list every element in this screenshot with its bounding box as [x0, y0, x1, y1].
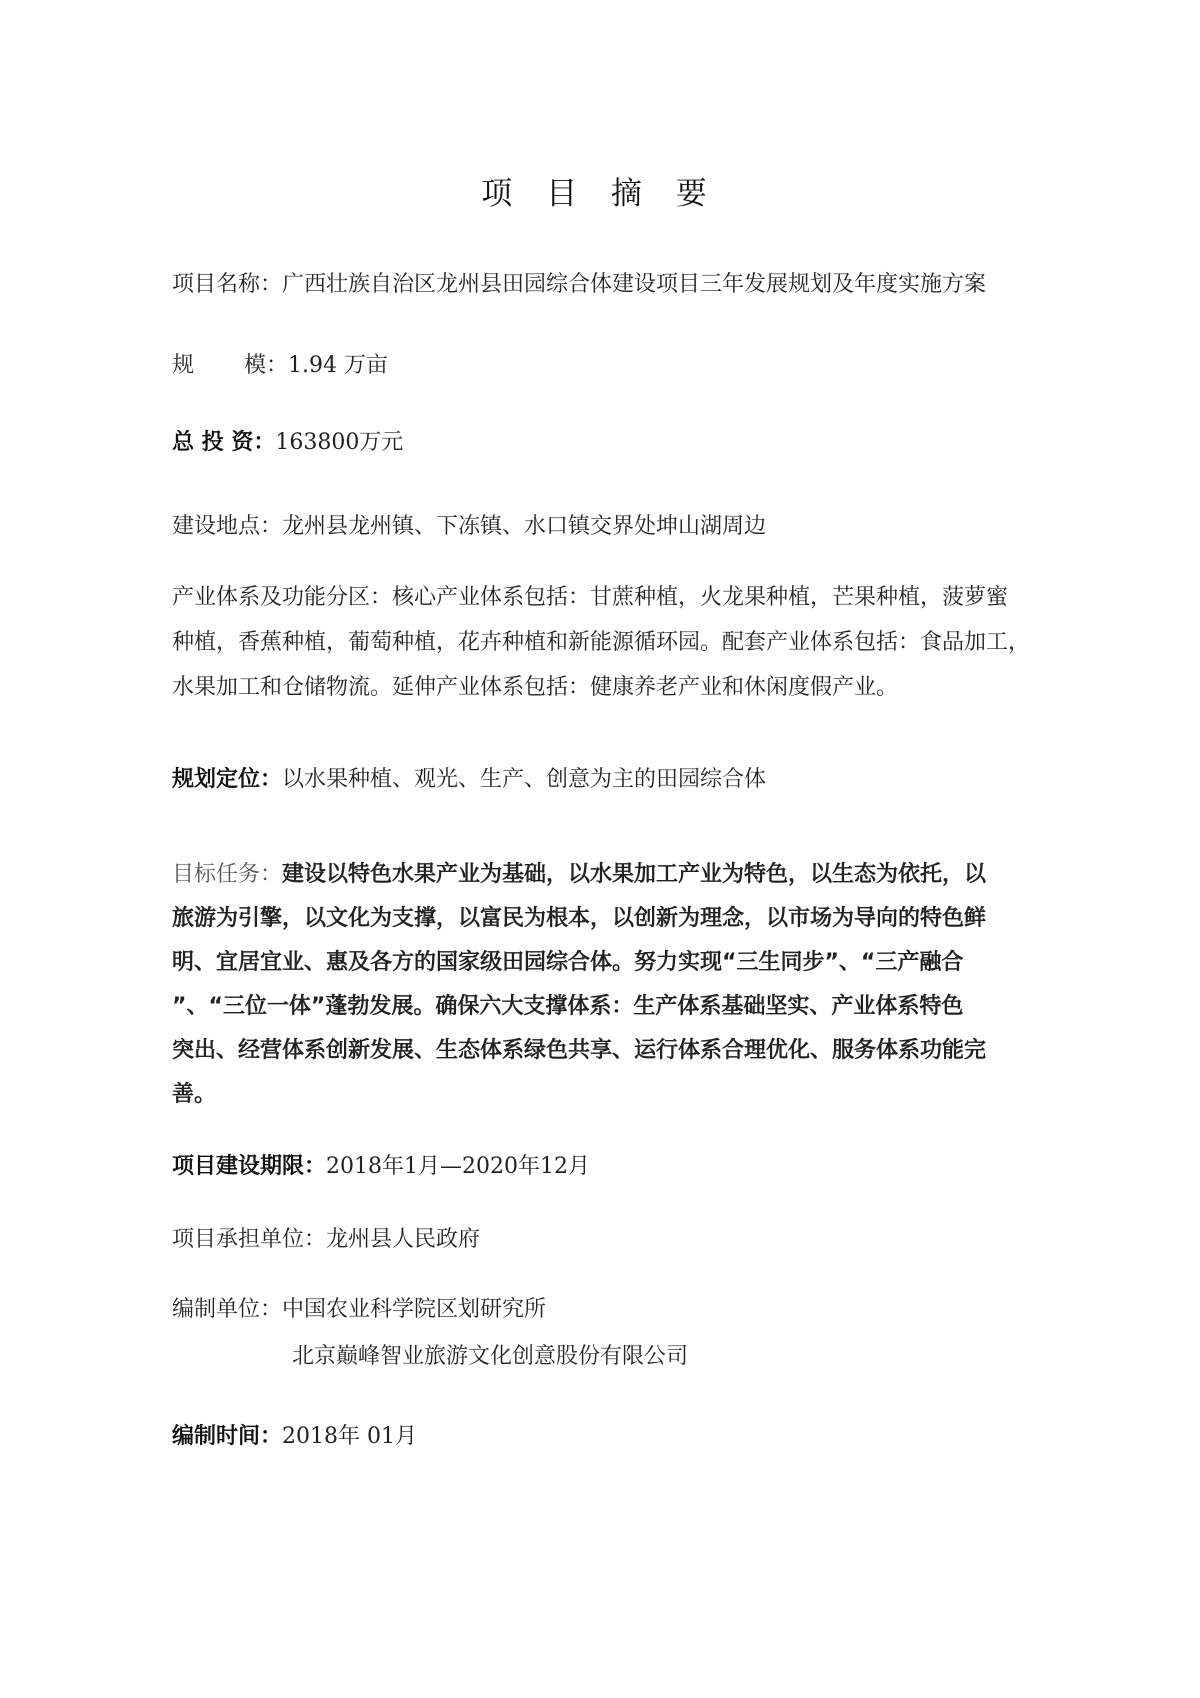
goal-line: 明、宜居宜业、惠及各方的国家级田园综合体。努力实现“三生同步”、“三产融合 — [172, 950, 964, 975]
goal-line: 突出、经营体系创新发展、生态体系绿色共享、运行体系合理优化、服务体系功能完 — [172, 1038, 987, 1063]
project-name-label: 项目名称： — [172, 272, 283, 297]
scale-line — [172, 351, 388, 381]
goal-line — [172, 853, 1092, 897]
undertaker-label: 项目承担单位： — [172, 1227, 327, 1252]
investment-value: 163800万元 — [275, 430, 404, 455]
scale-label-a: 规 — [172, 353, 195, 378]
period-line — [172, 1152, 590, 1182]
compile-time-label: 编制时间： — [172, 1424, 283, 1449]
scale-label-b: 模： — [244, 353, 289, 378]
positioning-value: 以水果种植、观光、生产、创意为主的田园综合体 — [282, 767, 767, 792]
location-value: 龙州县龙州镇、下冻镇、水口镇交界处坤山湖周边 — [282, 514, 767, 539]
undertaker-line — [172, 1225, 480, 1255]
industry-line: 水果加工和仓储物流。延伸产业体系包括：健康养老产业和休闲度假产业。 — [172, 675, 899, 700]
compile-time-value: 2018年 01月 — [282, 1424, 417, 1449]
industry-line: 产业体系及功能分区：核心产业体系包括：甘蔗种植，火龙果种植，芒果种植，菠萝蜜 — [172, 585, 1009, 610]
compile-time-line — [172, 1422, 417, 1452]
goal-line: 旅游为引擎，以文化为支撑，以富民为根本，以创新为理念，以市场为导向的特色鲜 — [172, 906, 987, 931]
location-line — [172, 512, 766, 542]
page-title: 项 目 摘 要 — [481, 176, 719, 212]
compiler-line — [172, 1295, 546, 1325]
period-value: 2018年1月—2020年12月 — [326, 1154, 590, 1179]
compiler-label: 编制单位： — [172, 1297, 283, 1322]
investment-label: 总 投 资： — [172, 430, 276, 455]
goal-paragraph — [172, 853, 1092, 1117]
compiler-value-2: 北京巅峰智业旅游文化创意股份有限公司 — [292, 1344, 689, 1369]
compiler-line-2 — [292, 1342, 688, 1372]
goal-text: 建设以特色水果产业为基础，以水果加工产业为特色，以生态为依托，以 — [282, 862, 987, 887]
location-label: 建设地点： — [172, 514, 283, 539]
positioning-line — [172, 765, 766, 795]
goal-line: 善。 — [172, 1082, 217, 1107]
project-name-line — [172, 270, 986, 300]
period-label: 项目建设期限： — [172, 1154, 327, 1179]
industry-line: 种植，香蕉种植，葡萄种植，花卉种植和新能源循环园。配套产业体系包括：食品加工， — [172, 630, 1031, 655]
industry-paragraph — [172, 575, 1092, 710]
project-name-value: 广西壮族自治区龙州县田园综合体建设项目三年发展规划及年度实施方案 — [282, 272, 987, 297]
undertaker-value: 龙州县人民政府 — [326, 1227, 481, 1252]
positioning-label: 规划定位： — [172, 767, 283, 792]
goal-label: 目标任务： — [172, 862, 283, 887]
scale-value: 1.94 万亩 — [288, 353, 388, 378]
investment-line — [172, 428, 403, 458]
goal-line: ”、“三位一体”蓬勃发展。确保六大支撑体系：生产体系基础坚实、产业体系特色 — [172, 994, 964, 1019]
compiler-value-1: 中国农业科学院区划研究所 — [282, 1297, 547, 1322]
